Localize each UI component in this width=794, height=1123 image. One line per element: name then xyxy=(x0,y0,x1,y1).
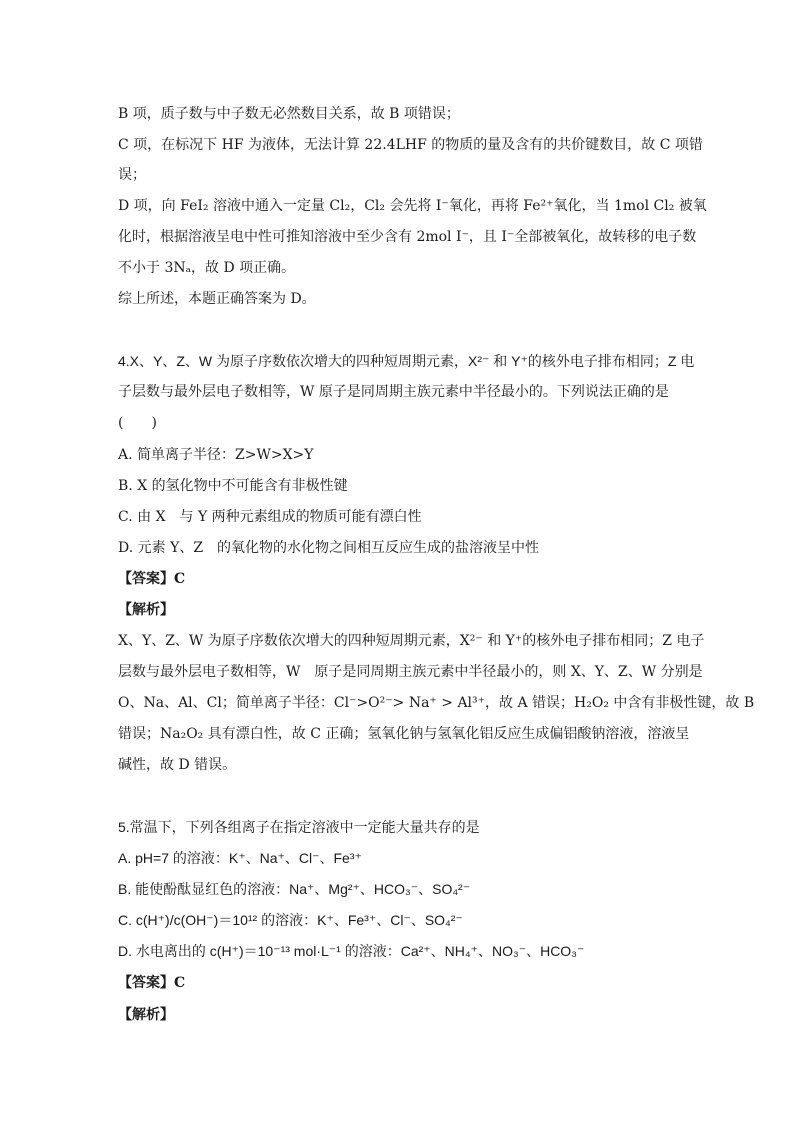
question-4-option-c: C. 由 X 与 Y 两种元素组成的物质可能有漂白性 xyxy=(118,509,422,525)
question-4-option-d: D. 元素 Y、Z 的氧化物的水化物之间相互反应生成的盐溶液呈中性 xyxy=(118,540,540,556)
prev-analysis-line: 误； xyxy=(118,167,146,183)
question-5-option-a: A. pH=7 的溶液：K⁺、Na⁺、Cl⁻、Fe³⁺ xyxy=(118,850,362,866)
question-5-analysis-title: 【解析】 xyxy=(118,1007,174,1023)
question-4-stem: ( ) xyxy=(118,415,157,431)
prev-analysis-line: D 项，向 FeI₂ 溶液中通入一定量 Cl₂，Cl₂ 会先将 I⁻氧化，再将 Fe²⁺氧化，当 1mol Cl₂ 被氧 xyxy=(118,198,707,214)
prev-analysis-line: 化时，根据溶液呈电中性可推知溶液中至少含有 2mol I⁻，且 I⁻全部被氧化，故转移的电子数 xyxy=(118,229,697,245)
question-4-stem: 子层数与最外层电子数相等，W 原子是同周期主族元素中半径最小的。下列说法正确的是 xyxy=(118,384,669,400)
question-4-option-b: B. X 的氢化物中不可能含有非极性键 xyxy=(118,478,348,494)
prev-analysis-line: 不小于 3Nₐ，故 D 项正确。 xyxy=(118,260,296,276)
question-5-option-b: B. 能使酚酞显红色的溶液：Na⁺、Mg²⁺、HCO₃⁻、SO₄²⁻ xyxy=(118,881,471,897)
question-4-analysis-title: 【解析】 xyxy=(118,602,174,618)
question-5-option-d: D. 水电离出的 c(H⁺)＝10⁻¹³ mol·L⁻¹ 的溶液：Ca²⁺、NH₄⁺、NO₃⁻、HCO₃⁻ xyxy=(118,943,585,959)
question-4-analysis-line: 错误；Na₂O₂ 具有漂白性，故 C 正确；氢氧化钠与氢氧化铝反应生成偏铝酸钠溶液，溶液呈 xyxy=(118,726,690,742)
question-4-stem: 4.X、Y、Z、W 为原子序数依次增大的四种短周期元素，X²⁻ 和 Y⁺的核外电子排布相同；Z 电 xyxy=(118,353,695,369)
prev-analysis-line: C 项，在标况下 HF 为液体，无法计算 22.4LHF 的物质的量及含有的共价键数目，故 C 项错 xyxy=(118,137,703,153)
question-4-answer: 【答案】C xyxy=(118,571,186,587)
question-4-analysis-line: O、Na、Al、Cl；简单离子半径：Cl⁻>O²⁻> Na⁺ > Al³⁺，故 A 错误；H₂O₂ 中含有非极性键，故 B xyxy=(118,695,755,711)
question-5-stem: 5.常温下，下列各组离子在指定溶液中一定能大量共存的是 xyxy=(118,819,480,835)
question-5-answer: 【答案】C xyxy=(118,975,186,991)
question-4-analysis-line: 碱性，故 D 错误。 xyxy=(118,757,237,773)
question-4-analysis-line: X、Y、Z、W 为原子序数依次增大的四种短周期元素，X²⁻ 和 Y⁺的核外电子排布相同；Z 电子 xyxy=(118,633,705,649)
question-4-option-a: A. 简单离子半径：Z>W>X>Y xyxy=(118,447,314,463)
prev-analysis-line: B 项，质子数与中子数无必然数目关系，故 B 项错误； xyxy=(118,106,460,122)
question-5-option-c: C. c(H⁺)/c(OH⁻)＝10¹² 的溶液：K⁺、Fe³⁺、Cl⁻、SO₄²⁻ xyxy=(118,912,463,928)
question-4-analysis-line: 层数与最外层电子数相等，W 原子是同周期主族元素中半径最小的，则 X、Y、Z、W 分别是 xyxy=(118,664,703,680)
prev-analysis-conclusion: 综上所述，本题正确答案为 D。 xyxy=(118,291,316,307)
